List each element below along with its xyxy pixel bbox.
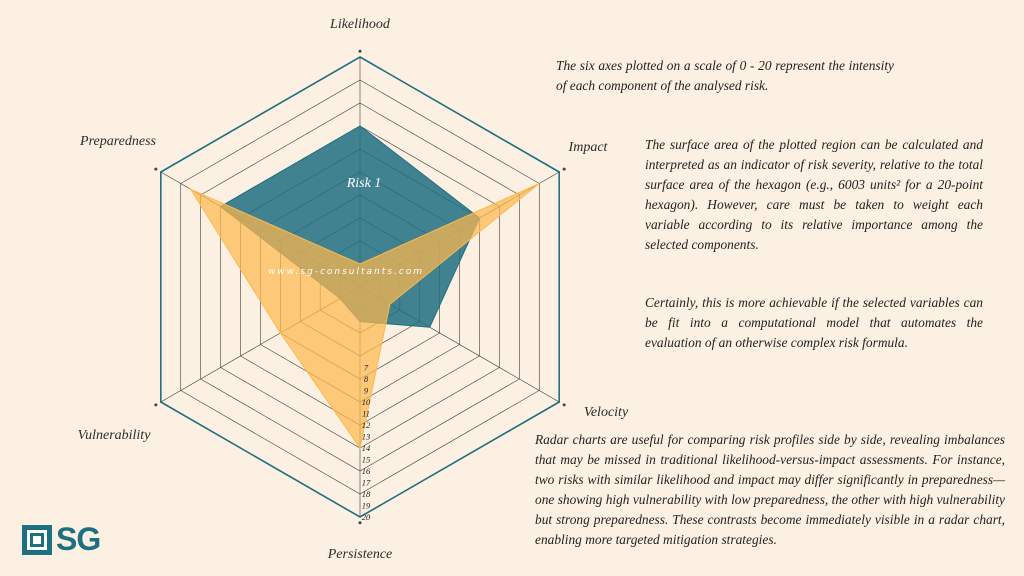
- tick-label: 13: [361, 431, 371, 442]
- axis-end-marker: [154, 168, 157, 171]
- axis-end-marker: [154, 403, 157, 406]
- tick-label: 17: [361, 477, 371, 488]
- axis-end-marker: [359, 50, 362, 53]
- description-paragraph-computational-model: Certainly, this is more achievable if the selected variables can be fit into a computational model that automates the evaluation of an otherwise complex risk formula.: [645, 295, 983, 350]
- sg-logo: [22, 521, 112, 558]
- logo-text: SG: [56, 521, 101, 557]
- axis-label-preparedness: Preparedness: [80, 134, 156, 149]
- tick-label: 16: [361, 466, 371, 476]
- series-label-risk-1: Risk 1: [346, 176, 382, 191]
- watermark-text: www.sg-consultants.com: [267, 267, 425, 277]
- tick-label: 10: [361, 397, 371, 407]
- tick-label: 8: [363, 374, 369, 384]
- tick-label: 12: [361, 420, 371, 430]
- tick-label: 9: [363, 385, 369, 396]
- description-paragraph-scale: The six axes plotted on a scale of 0 - 20 represent the intensity of each component of the analysed risk.: [556, 58, 894, 93]
- description-paragraph-surface-area: The surface area of the plotted region can be calculated and interpreted as an indicator of risk severity, relative to the total surface area of the hexagon (e.g., 6003 units² for a 20-point hexagon). However, care must be taken to weight each variable according to its relative importance among the selected components.: [645, 137, 983, 252]
- axis-end-marker: [563, 403, 566, 406]
- tick-label: 15: [361, 454, 371, 465]
- tick-label: 7: [363, 362, 369, 373]
- description-paragraph-comparison: Radar charts are useful for comparing risk profiles side by side, revealing imbalances that may be missed in traditional likelihood-versus-impact assessments. For instance, two risks with similar likelihood and impact may differ significantly in preparedness—one showing high vulnerability with low preparedness, the other with high vulnerability but strong preparedness. These contrasts become immediately visible in a radar chart, enabling more targeted mitigation strategies.: [535, 432, 1005, 547]
- axis-label-likelihood: Likelihood: [330, 17, 390, 32]
- tick-label: 14: [361, 443, 371, 453]
- axis-label-impact: Impact: [568, 140, 608, 155]
- axis-label-velocity: Velocity: [583, 405, 629, 420]
- axis-end-marker: [563, 168, 566, 171]
- axis-label-persistence: Persistence: [327, 547, 393, 562]
- logo-square-icon: [22, 525, 52, 555]
- tick-label: 19: [361, 500, 371, 511]
- tick-label: 11: [362, 408, 370, 419]
- axis-label-vulnerability: Vulnerability: [77, 428, 151, 443]
- tick-label: 18: [361, 489, 371, 499]
- tick-label: 20: [361, 512, 371, 522]
